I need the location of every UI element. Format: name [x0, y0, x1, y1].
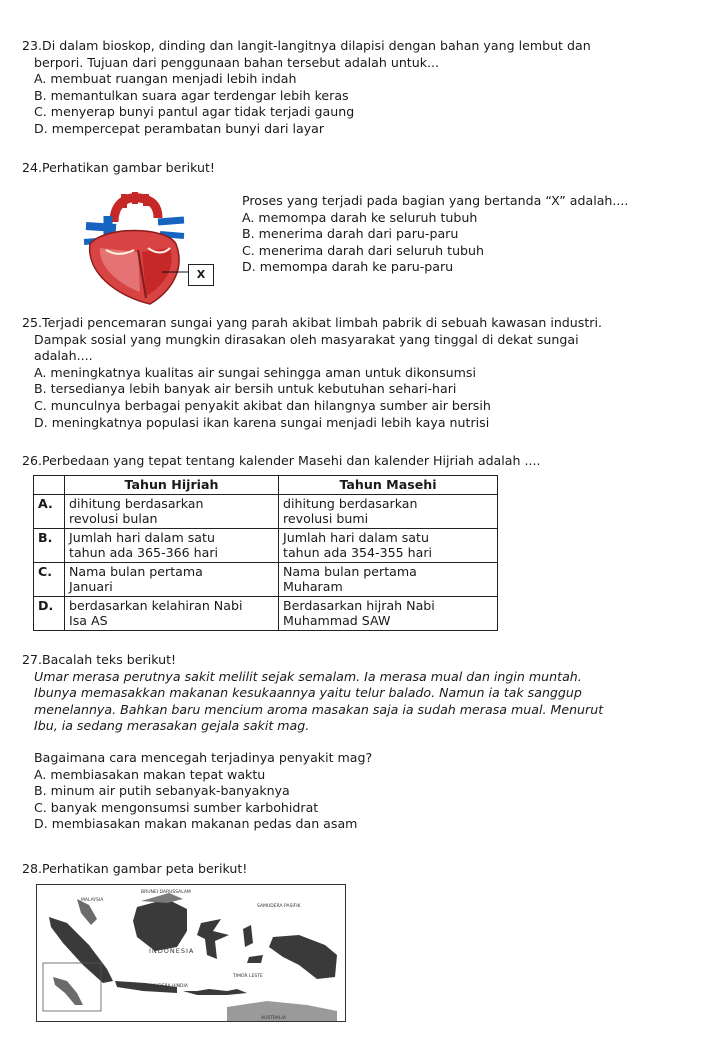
- map-label-pacific: SAMUDERA PASIFIK: [257, 904, 301, 909]
- cell-line: tahun ada 365-366 hari: [69, 545, 219, 560]
- question-28-stem: [22, 861, 689, 878]
- row-letter: B.: [34, 528, 65, 562]
- question-24-stem-text: 24.Perhatikan gambar berikut!: [22, 160, 215, 175]
- q25-option-a[interactable]: A. meningkatnya kualitas air sungai sehingga aman untuk dikonsumsi: [34, 364, 476, 380]
- question-23-stem-line1: 23.Di dalam bioskop, dinding dan langit-langitnya dilapisi dengan bahan yang lembut dan: [22, 38, 591, 53]
- q27-option-d[interactable]: D. membiasakan makan makanan pedas dan asam: [34, 816, 358, 832]
- question-27-question: Bagaimana cara mencegah terjadinya penyakit mag?: [34, 749, 373, 765]
- map-label-malaysia: MALAYSIA: [81, 898, 104, 903]
- map-label-indonesia: INDONESIA: [149, 947, 195, 955]
- q23-option-b[interactable]: B. memantulkan suara agar terdengar lebih keras: [34, 87, 349, 103]
- row-letter: C.: [34, 562, 65, 596]
- q23-option-d[interactable]: D. mempercepat perambatan bunyi dari layar: [34, 120, 325, 136]
- table-cell: [279, 596, 498, 630]
- cell-line: Januari: [69, 579, 113, 594]
- q25-option-d[interactable]: D. meningkatnya populasi ikan karena sungai menjadi lebih kaya nutrisi: [34, 414, 490, 430]
- table-cell: [65, 562, 279, 596]
- q25-option-c[interactable]: C. munculnya berbagai penyakit akibat dan hilangnya sumber air bersih: [34, 397, 491, 413]
- cell-line: Nama bulan pertama: [283, 563, 417, 579]
- passage-line: menelannya. Bahkan baru mencium aroma masakan saja ia sudah merasa mual. Menurut: [34, 701, 604, 717]
- cell-line: tahun ada 354-355 hari: [283, 545, 433, 560]
- question-23: [22, 38, 689, 138]
- table-row[interactable]: [34, 562, 498, 596]
- cell-line: Berdasarkan hijrah Nabi: [283, 597, 435, 613]
- cell-line: Nama bulan pertama: [69, 563, 203, 579]
- row-letter: D.: [34, 596, 65, 630]
- indonesia-map: [36, 884, 346, 1022]
- map-label-hindia: SAMUDERA HINDIA: [145, 984, 188, 989]
- q24-option-a[interactable]: A. memompa darah ke seluruh tubuh: [242, 209, 478, 225]
- question-23-stem-line2: berpori. Tujuan dari penggunaan bahan tersebut adalah untuk...: [34, 54, 440, 70]
- q27-option-a[interactable]: A. membiasakan makan tepat waktu: [34, 766, 266, 782]
- cell-line: dihitung berdasarkan: [69, 495, 204, 511]
- row-letter: A.: [34, 494, 65, 528]
- q23-option-c[interactable]: C. menyerap bunyi pantul agar tidak terjadi gaung: [34, 104, 355, 120]
- table-cell: [65, 596, 279, 630]
- question-24-question: Proses yang terjadi pada bagian yang bertanda “X” adalah....: [242, 193, 629, 208]
- q25-option-b[interactable]: B. tersedianya lebih banyak air bersih untuk kebutuhan sehari-hari: [34, 381, 457, 397]
- passage-line: Ibunya memasakkan makanan kesukaannya yaitu telur balado. Namun ia tak sanggup: [34, 685, 582, 701]
- question-24-block: [242, 193, 628, 276]
- q23-option-a[interactable]: A. membuat ruangan menjadi lebih indah: [34, 71, 297, 87]
- cell-line: Jumlah hari dalam satu: [69, 529, 215, 545]
- map-label-australia: AUSTRALIA: [261, 1016, 286, 1021]
- cell-line: Jumlah hari dalam satu: [283, 529, 429, 545]
- heart-diagram: [66, 192, 216, 307]
- table-cell: [279, 562, 498, 596]
- table-header-masehi: Tahun Masehi: [279, 476, 498, 495]
- cell-line: berdasarkan kelahiran Nabi: [69, 597, 243, 613]
- q24-option-c[interactable]: C. menerima darah dari seluruh tubuh: [242, 242, 485, 258]
- q24-option-b[interactable]: B. menerima darah dari paru-paru: [242, 226, 459, 242]
- passage-line: Umar merasa perutnya sakit melilit sejak semalam. Ia merasa mual dan ingin muntah.: [34, 668, 582, 684]
- question-27-stem: 27.Bacalah teks berikut!: [22, 652, 177, 667]
- table-row[interactable]: [34, 596, 498, 630]
- question-26-stem: [22, 453, 689, 470]
- question-25: [22, 315, 689, 431]
- question-25-stem-line3: adalah....: [34, 348, 93, 364]
- question-26-stem-text: 26.Perbedaan yang tepat tentang kalender Masehi dan kalender Hijriah adalah ....: [22, 453, 541, 468]
- cell-line: revolusi bumi: [283, 511, 369, 526]
- calendar-comparison-table: [33, 475, 498, 631]
- question-28-stem-text: 28.Perhatikan gambar peta berikut!: [22, 861, 248, 876]
- cell-line: revolusi bulan: [69, 511, 158, 526]
- map-label-brunei: BRUNEI DARUSSALAM: [141, 890, 191, 895]
- q24-option-d[interactable]: D. memompa darah ke paru-paru: [242, 259, 454, 275]
- table-row[interactable]: [34, 494, 498, 528]
- table-header-row: [34, 476, 498, 495]
- table-row[interactable]: [34, 528, 498, 562]
- question-27: [22, 652, 689, 833]
- question-25-stem-line1: 25.Terjadi pencemaran sungai yang parah akibat limbah pabrik di sebuah kawasan industri.: [22, 315, 602, 330]
- table-cell: [65, 494, 279, 528]
- cell-line: dihitung berdasarkan: [283, 495, 418, 511]
- table-cell: [65, 528, 279, 562]
- table-cell: [279, 494, 498, 528]
- table-header-hijriah: Tahun Hijriah: [65, 476, 279, 495]
- table-cell: [279, 528, 498, 562]
- x-marker-label: X: [188, 264, 214, 286]
- cell-line: Isa AS: [69, 613, 108, 628]
- cell-line: Muhammad SAW: [283, 613, 391, 628]
- q27-option-b[interactable]: B. minum air putih sebanyak-banyaknya: [34, 783, 290, 799]
- q27-option-c[interactable]: C. banyak mengonsumsi sumber karbohidrat: [34, 799, 319, 815]
- question-24-stem: [22, 160, 689, 177]
- question-25-stem-line2: Dampak sosial yang mungkin dirasakan oleh masyarakat yang tinggal di dekat sungai: [34, 331, 579, 347]
- passage-line: Ibu, ia sedang merasakan gejala sakit mag.: [34, 718, 310, 734]
- heart-illustration-icon: [66, 192, 216, 307]
- map-label-timor: TIMOR LESTE: [233, 974, 263, 979]
- table-header-blank: [34, 476, 65, 495]
- cell-line: Muharam: [283, 579, 343, 594]
